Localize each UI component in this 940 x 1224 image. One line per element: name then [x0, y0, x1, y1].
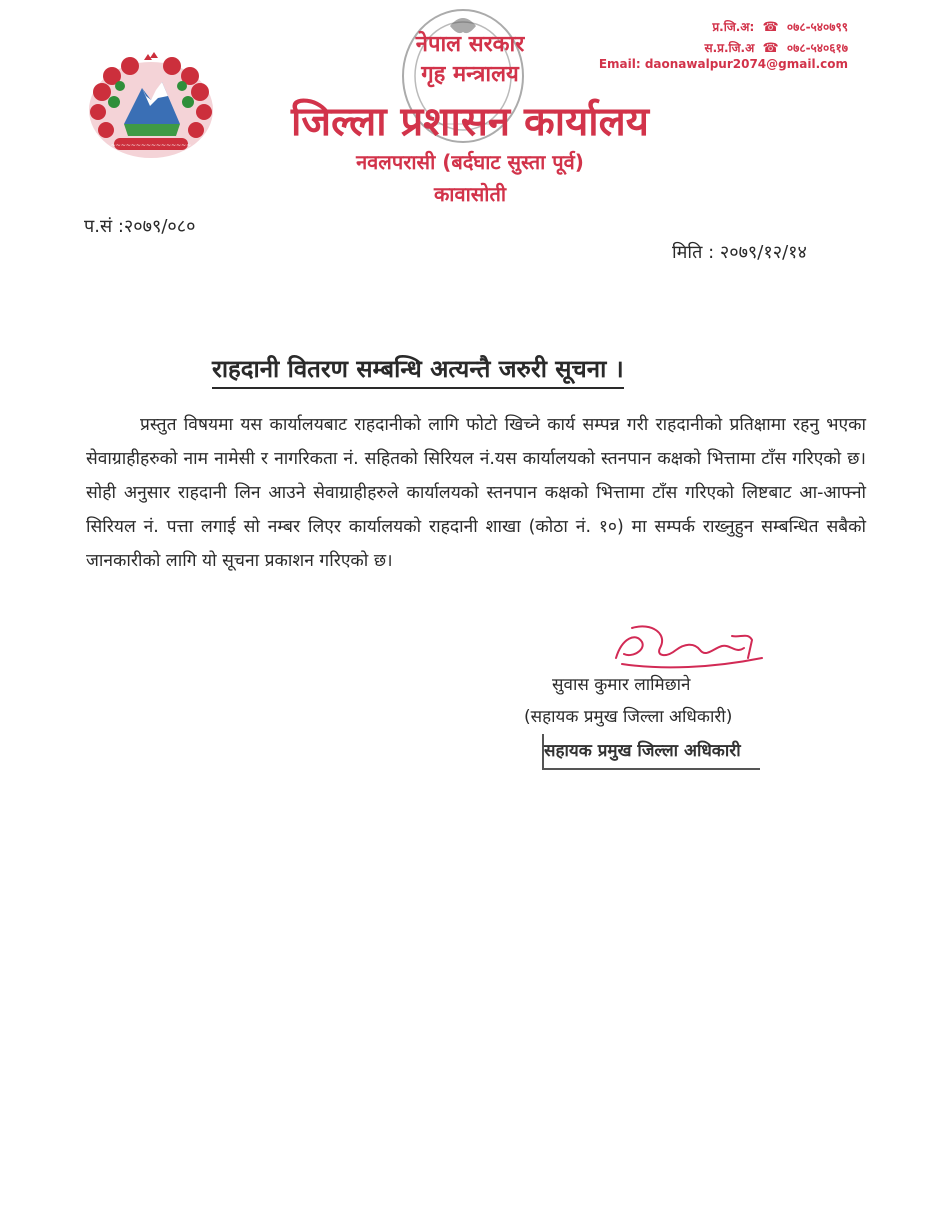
- office-name: जिल्ला प्रशासन कार्यालय: [291, 99, 649, 145]
- letter-date: मिति : २०७९/१२/१४: [672, 242, 807, 263]
- contact-acdo-phone: [704, 39, 848, 56]
- signatory-title: (सहायक प्रमुख जिल्ला अधिकारी): [524, 707, 733, 727]
- signatory-name: सुवास कुमार लामिछाने: [552, 675, 691, 695]
- city-name: कावासोती: [433, 182, 507, 206]
- contact-label: स.प्र.जि.अ: [704, 41, 755, 55]
- ministry-name: गृह मन्त्रालय: [421, 62, 519, 87]
- district-name: नवलपरासी (बर्दघाट सुस्ता पूर्व): [356, 150, 584, 174]
- designation-stamp: सहायक प्रमुख जिल्ला अधिकारी: [544, 741, 741, 761]
- contact-number: ०७८-५४०६१७: [786, 41, 848, 55]
- phone-icon: ☎: [762, 20, 779, 35]
- reference-number: प.सं :२०७९/०८०: [84, 216, 196, 237]
- government-name: नेपाल सरकार: [415, 32, 525, 57]
- contact-number: ०७८-५४०७९९: [786, 20, 848, 34]
- contact-email: Email: daonawalpur2074@gmail.com: [598, 57, 848, 71]
- contact-label: प्र.जि.अ:: [712, 20, 755, 34]
- notice-title: राहदानी वितरण सम्बन्धि अत्यन्तै जरुरी सूचना ।: [212, 352, 624, 389]
- contact-cdo-phone: [712, 18, 848, 35]
- phone-icon: ☎: [762, 41, 779, 56]
- svg-text:~~~~~~~~~~~~~~~~: ~~~~~~~~~~~~~~~~: [110, 142, 192, 149]
- notice-body: प्रस्तुत विषयमा यस कार्यालयबाट राहदानीको लागि फोटो खिच्ने कार्य सम्पन्न गरी राहदानीको प्रतिक्षामा रहनु भएका सेवाग्राहीहरुको नाम नामेसी र नागरिकता नं. सहितको सिरियल नं.यस कार्यालयको स्तनपान कक्षको भित्तामा टाँस गरिएको छ। सोही अनुसार राहदानी लिन आउने सेवाग्राहीहरुले कार्यालयको स्तनपान कक्षको भित्तामा टाँस गरिएको लिष्टबाट आ-आफ्नो सिरियल नं. पत्ता लगाई सो नम्बर लिएर कार्यालयको राहदानी शाखा (कोठा नं. १०) मा सम्पर्क राख्नुहुन सम्बन्धित सबैको जानकारीको लागि यो सूचना प्रकाशन गरिएको छ।: [86, 415, 866, 571]
